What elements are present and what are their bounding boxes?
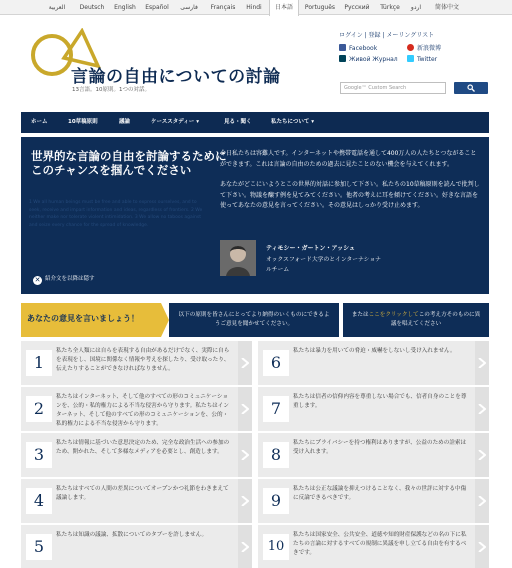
author-photo bbox=[220, 240, 256, 276]
chevron-right-icon[interactable] bbox=[238, 387, 252, 431]
chevron-right-icon[interactable] bbox=[475, 387, 489, 431]
principle-number: 1 bbox=[26, 350, 52, 376]
principle-card[interactable] bbox=[21, 387, 252, 431]
social-label: Twitter bbox=[417, 56, 438, 63]
principle-number: 3 bbox=[26, 442, 52, 468]
principle-number: 7 bbox=[263, 396, 289, 422]
principle-text: 私たちはすべての人間の差異についてオープンかつ礼節をわきまえて議論します。 bbox=[56, 486, 229, 501]
principle-number: 4 bbox=[26, 488, 52, 514]
nav-item-principles[interactable]: 10草稿原則 bbox=[68, 119, 98, 125]
principle-number: 10 bbox=[263, 534, 289, 560]
principle-text: 私たちは知識の議論、拡散についてのタブーを許しません。 bbox=[56, 532, 208, 538]
site-title[interactable]: 言論の自由についての討論 bbox=[71, 67, 281, 87]
language-link[interactable]: اردو bbox=[410, 4, 422, 11]
principle-card[interactable] bbox=[21, 525, 252, 568]
principle-card[interactable] bbox=[258, 341, 489, 385]
language-link[interactable]: Hindi bbox=[246, 4, 262, 11]
opinion-tab-label: あなたの意見を言いましょう！ bbox=[27, 314, 139, 323]
social-livejournal[interactable] bbox=[339, 55, 398, 64]
twitter-icon bbox=[407, 55, 414, 62]
social-label: Facebook bbox=[349, 45, 378, 52]
principle-text: 私たちにプライバシーを持つ権利はありますが、公益のための詮索は受け入れます。 bbox=[293, 440, 467, 455]
principle-text: 私たち全人類には自らを表現する自由があるだけでなく、実際に自らを表現をし、国境に関係なく情報や考えを探したり、受け取ったり、伝えたりすることができなければなりません。 bbox=[56, 348, 230, 372]
main-nav bbox=[21, 112, 489, 133]
principle-text: 私たちはインターネット、そして他のすべての形のコミュニケーションを、公的・私的権力による不当な侵害から守ります。私たちはインターネット、そして他のすべての形のコミュニケーションを、公的・私的権力による不当な侵害から守ります。 bbox=[56, 394, 229, 427]
principle-number: 9 bbox=[263, 488, 289, 514]
search-input[interactable]: Google™ Custom Search bbox=[340, 82, 446, 94]
principle-number: 8 bbox=[263, 442, 289, 468]
alternative-tab[interactable] bbox=[343, 303, 489, 337]
principle-card[interactable] bbox=[21, 479, 252, 523]
background-text: 1 We all human beings must be free and able to express ourselves, and to seek, receive and impart information and ideas, regardless of frontiers. 2 We neither make nor tolerate violent intimidation. 3 We allow no taboos against and seize every chance for the spread of knowledge. bbox=[29, 200, 203, 228]
author-role: オックスフォード大学のとインターナショナルチーム bbox=[266, 257, 381, 273]
principle-card[interactable] bbox=[258, 387, 489, 431]
principle-card[interactable] bbox=[21, 433, 252, 477]
chevron-right-icon[interactable] bbox=[238, 525, 252, 568]
chevron-right-icon[interactable] bbox=[475, 341, 489, 385]
principle-number: 5 bbox=[26, 534, 52, 560]
alternative-tab-label: またはここをクリックしてこの考え方そのものに異議を唱えてください bbox=[351, 312, 481, 327]
intro-panel bbox=[21, 137, 489, 294]
search-icon bbox=[467, 84, 475, 92]
social-facebook[interactable] bbox=[339, 44, 377, 53]
chevron-right-icon[interactable] bbox=[475, 525, 489, 568]
language-bar bbox=[0, 0, 512, 15]
principle-card[interactable] bbox=[21, 341, 252, 385]
nav-item-discussion[interactable]: 議論 bbox=[119, 119, 131, 125]
language-link[interactable]: فارسی bbox=[180, 4, 198, 11]
nav-item-case-studies[interactable]: ケーススタディー ▾ bbox=[151, 119, 199, 125]
nav-item-about[interactable]: 私たちについて ▾ bbox=[271, 119, 315, 125]
chevron-right-icon[interactable] bbox=[238, 479, 252, 523]
principle-text: 私たちは信者の信仰内容を尊重しない場合でも、信者自身のことを尊重します。 bbox=[293, 394, 467, 409]
language-link[interactable]: 简体中文 bbox=[434, 4, 459, 11]
chevron-right-icon[interactable] bbox=[238, 341, 252, 385]
chevron-right-icon[interactable] bbox=[475, 479, 489, 523]
author-name: ティモシー・ガートン・アッシュ bbox=[266, 245, 355, 252]
social-weibo[interactable] bbox=[407, 44, 441, 53]
social-twitter[interactable] bbox=[407, 55, 437, 64]
principle-text: 私たちは公正な議論を抑えつけることなく、我々の世評に対する中傷に反論できるべきです。 bbox=[293, 486, 467, 501]
language-link[interactable]: Português bbox=[304, 4, 336, 11]
intro-paragraph: あなたがどこにいようとこの世界的対話に参加して下さい。私たちの10草稿原則を読んで批判して下さい。物議を醸す例を見てみてください。他者の考えに耳を傾けてください。好きな言語を使ってあなたの意見を言ってください。その意見はしっかり受け止めます。 bbox=[220, 181, 480, 209]
principle-card[interactable] bbox=[258, 479, 489, 523]
site-tagline: 13言語。10原則。1つの対話。 bbox=[72, 87, 150, 93]
principle-number: 2 bbox=[26, 396, 52, 422]
principle-number: 6 bbox=[263, 350, 289, 376]
agree-tab-label: 以下の原則を皆さんにとってより納得のいくものにできるようご意見を聞かせてください。 bbox=[178, 312, 330, 327]
language-link[interactable]: Русский bbox=[344, 4, 370, 11]
livejournal-icon bbox=[339, 55, 346, 62]
intro-title: 世界的な言論の自由を討論するためにこのチャンスを掴んでください bbox=[31, 149, 227, 177]
intro-paragraph: 今日私たちは容難人です。インターネットや携帯電話を通して400万人の人たちとつながることができます。これは言論の自由のための過去に見たことのない機会を与えてくれます。 bbox=[220, 150, 477, 168]
social-label: 新浪微博 bbox=[417, 45, 442, 52]
facebook-icon bbox=[339, 44, 346, 51]
language-link-active[interactable]: 日本語 bbox=[269, 0, 299, 16]
language-link[interactable]: Deutsch bbox=[79, 4, 105, 11]
tab-arrow bbox=[161, 303, 169, 337]
language-link[interactable]: العربية bbox=[48, 4, 66, 11]
principle-text: 私たちは暴力を用いての脅迫・威嚇をしないし受け入れません。 bbox=[293, 348, 456, 354]
principle-card[interactable] bbox=[258, 433, 489, 477]
close-icon: ✕ bbox=[34, 276, 41, 284]
opinion-tab[interactable] bbox=[21, 303, 161, 337]
social-label: Живой Журнал bbox=[349, 56, 398, 63]
alternative-link[interactable]: ここをクリックして bbox=[368, 312, 419, 318]
language-link[interactable]: Español bbox=[145, 4, 169, 11]
principle-text: 私たちは国家安全、公共安全、道徳や知的財産保護などの名の下に私たちの言論に対するすべての規制に異議を申し立てる自由を有するべきです。 bbox=[293, 532, 467, 556]
agree-tab[interactable] bbox=[169, 303, 339, 337]
principle-card[interactable] bbox=[258, 525, 489, 568]
chevron-right-icon[interactable] bbox=[238, 433, 252, 477]
language-link[interactable]: Türkçe bbox=[380, 4, 400, 11]
search-button[interactable] bbox=[454, 82, 488, 94]
hide-intro-link[interactable] bbox=[33, 274, 95, 285]
language-link[interactable]: English bbox=[114, 4, 136, 11]
chevron-right-icon[interactable] bbox=[475, 433, 489, 477]
weibo-icon bbox=[407, 44, 414, 51]
intro-text bbox=[220, 149, 480, 222]
hide-intro-label: 紹介文を以降は隠す bbox=[45, 276, 95, 282]
nav-item-home[interactable]: ホーム bbox=[31, 119, 48, 125]
account-links[interactable]: ログイン | 登録 | メーリングリスト bbox=[339, 32, 435, 39]
language-link[interactable]: Français bbox=[210, 4, 236, 11]
nav-item-watch-listen[interactable]: 見る・聞く bbox=[224, 119, 252, 125]
principle-text: 私たちは情報に基づいた意思決定のため、完全な政治生活への参加のため、開かれた、そして多様なメディアを必要とし、創造します。 bbox=[56, 440, 230, 455]
